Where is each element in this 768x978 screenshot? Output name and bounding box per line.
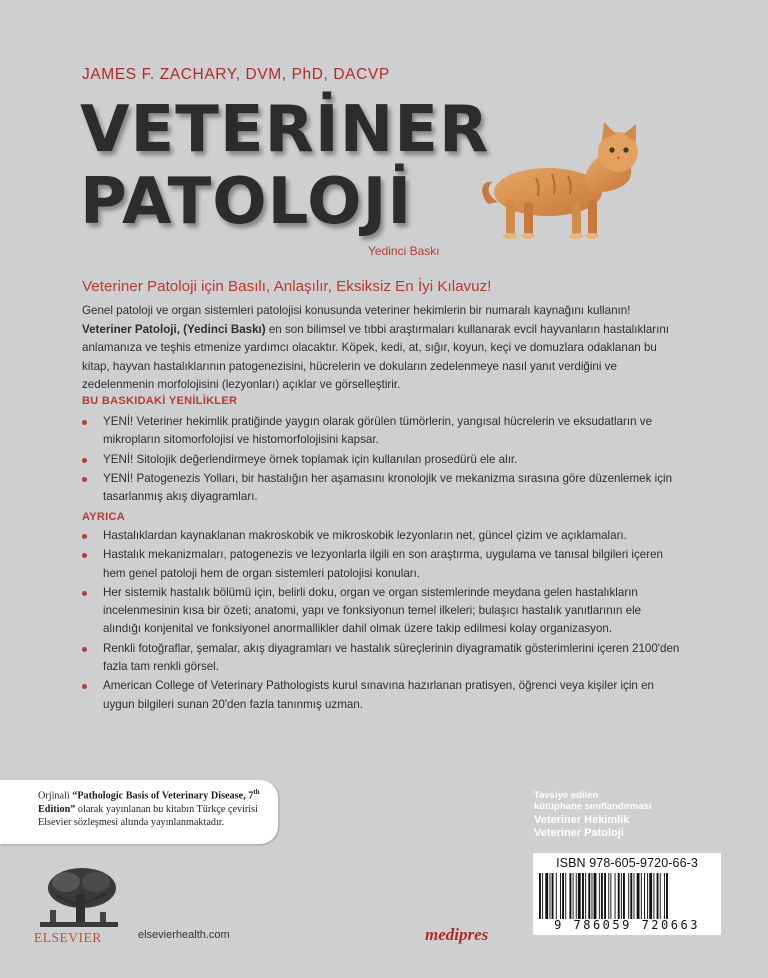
bullet-icon — [82, 534, 87, 539]
elsevier-logo-text: ELSEVIER — [34, 930, 102, 945]
intro-paragraph — [82, 302, 682, 395]
tagline: Veteriner Patoloji için Basılı, Anlaşılır, Eksiksiz En İyi Kılavuz! — [82, 278, 492, 295]
original-edition-note: Orjinali “Pathologic Basis of Veterinary Disease, 7th Edition” olarak yayınlanan bu kitabın Türkçe çevirisi Elsevier sözleşmesi altında yayınlanmaktadır. — [0, 780, 278, 844]
website-link[interactable]: elsevierhealth.com — [138, 929, 230, 941]
bullet-icon — [82, 420, 87, 425]
list-item: YENİ! Sitolojik değerlendirmeye örnek toplamak için kullanılan prosedürü ele alır. — [82, 451, 682, 469]
edition-label: Yedinci Baskı — [368, 244, 440, 258]
list-item: YENİ! Veteriner hekimlik pratiğinde yaygın olarak görülen tümörlerin, yangısal hücrelerin ve eksudatların ve mikropların sitomorfolojisi ve histomorfolojisini kapsar. — [82, 413, 682, 450]
bullet-icon — [82, 477, 87, 482]
library-classification: Tavsiye edilen kütüphane sınıflandırması Veteriner Hekimlik Veteriner Patoloji — [534, 790, 652, 839]
list-item: Her sistemik hastalık bölümü için, belirli doku, organ ve organ sistemlerinde meydana gelen hastalıkların incelenmesinin kısa bir özeti; anatomi, yapı ve fonksiyonun temel ilkeleri; bulaşıcı hastalık yanıtlarının ele alındığı konjenital ve fonksiyonel anormallikler dahil olmak üzere takip edilmesi kolay organizasyon. — [82, 584, 682, 639]
new-features-heading: BU BASKIDAKİ YENİLİKLER — [82, 395, 238, 407]
barcode-block — [533, 853, 721, 935]
imprint-logo: medipres — [425, 925, 489, 944]
barcode-digits: 9 786059 720663 — [554, 918, 700, 932]
new-features-list — [82, 413, 682, 507]
bullet-icon — [82, 591, 87, 596]
cat-illustration — [476, 122, 654, 242]
title-line-1: VETERİNER — [80, 93, 490, 167]
elsevier-tree-icon — [36, 866, 122, 930]
list-item: Hastalıklardan kaynaklanan makroskobik ve mikroskobik lezyonların net, güncel çizim ve açıklamaları. — [82, 527, 682, 545]
intro-text-1: Genel patoloji ve organ sistemleri patolojisi konusunda veteriner hekimlerin bir numaralı kaynağını kullanın! — [82, 304, 631, 317]
list-item: Hastalık mekanizmaları, patogenezis ve lezyonlarla ilgili en son araştırma, uygulama ve tanısal bilgileri içeren hem genel patoloji hem de organ sistemleri patolojisi konuları. — [82, 546, 682, 583]
list-item: YENİ! Patogenezis Yolları, bir hastalığın her aşamasını kronolojik ve mekanizma sırasına göre düzenlemek için tasarlanmış akış diyagramları. — [82, 470, 682, 507]
also-list — [82, 527, 682, 715]
intro-book-title: Veteriner Patoloji, (Yedinci Baskı) — [82, 322, 266, 336]
intro-text-2: en son bilimsel ve tıbbi araştırmaları kullanarak evcil hayvanların hastalıklarını anlamanıza ve teşhis etmenize yardımcı olacaktır. Köpek, kedi, at, sığır, koyun, keçi ve domuzlara odaklanan bu kitap, hayvan hastalıklarının patogenezisini, hücrelerin ve dokuların zedelenmeye nasıl yanıt verdiğini ve zedelenmenin morfolojisini (lezyonları) açıklar ve görselleştirir. — [82, 322, 670, 391]
bullet-icon — [82, 684, 87, 689]
bullet-icon — [82, 553, 87, 558]
isbn-text: ISBN 978-605-9720-66-3 — [556, 856, 698, 870]
barcode-icon — [537, 873, 717, 919]
list-item: American College of Veterinary Pathologists kurul sınavına hazırlanan pratisyen, öğrenci veya kişiler için en uygun bilgileri sunan 20'den fazla tanınmış uzman. — [82, 677, 682, 714]
author-name: JAMES F. ZACHARY, DVM, PhD, DACVP — [82, 66, 390, 83]
list-item: Renkli fotoğraflar, şemalar, akış diyagramları ve hastalık süreçlerinin diyagramatik gösterimlerini içeren 2100'den fazla tam renkli görsel. — [82, 640, 682, 677]
bullet-icon — [82, 647, 87, 652]
also-heading: AYRICA — [82, 511, 125, 523]
title-line-2: PATOLOJİ — [80, 165, 413, 239]
bullet-icon — [82, 458, 87, 463]
